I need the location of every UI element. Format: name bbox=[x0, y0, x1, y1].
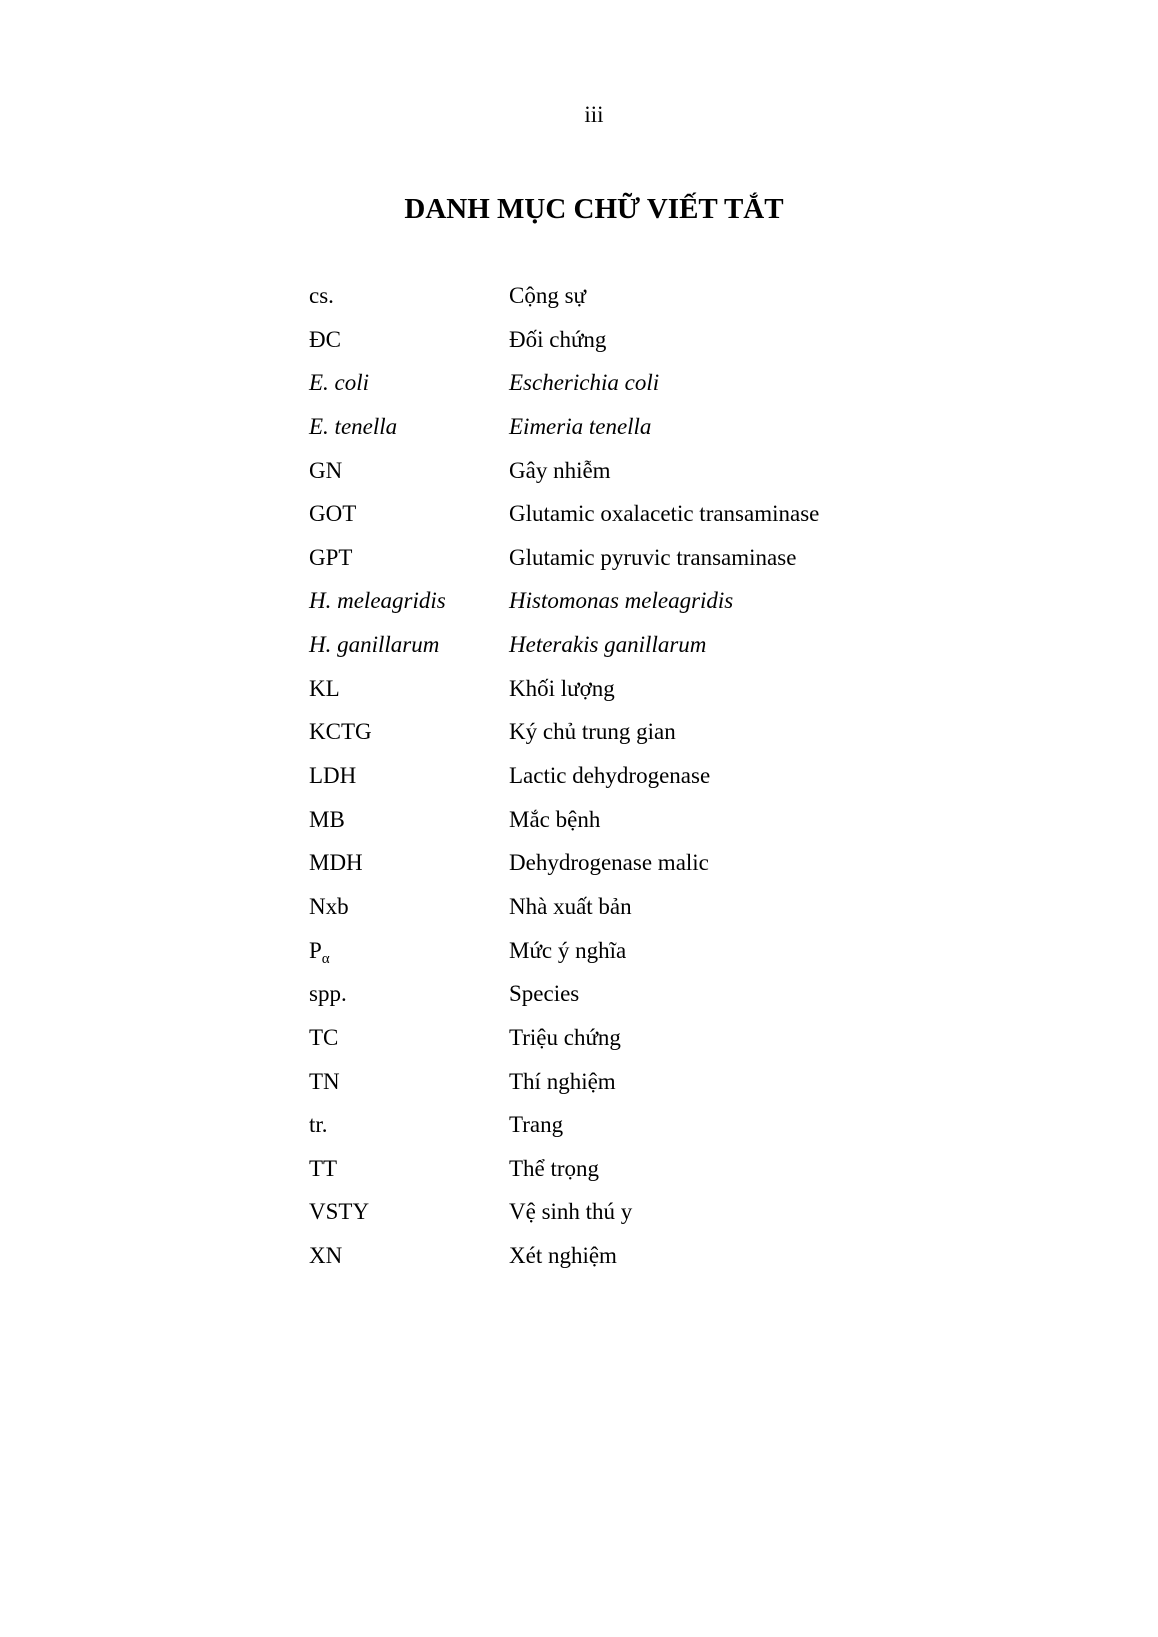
abbreviation-meaning: Xét nghiệm bbox=[509, 1243, 617, 1269]
abbreviation-term: MB bbox=[309, 806, 345, 832]
abbreviation-row bbox=[309, 282, 929, 326]
abbreviation-row bbox=[309, 369, 929, 413]
abbreviation-term: TT bbox=[309, 1155, 338, 1181]
abbreviation-meaning: Thể trọng bbox=[509, 1155, 600, 1181]
abbreviation-row bbox=[309, 457, 929, 501]
page-title: DANH MỤC CHỮ VIẾT TẮT bbox=[404, 193, 784, 225]
abbreviation-term: XN bbox=[309, 1243, 343, 1269]
abbreviation-meaning: Mức ý nghĩa bbox=[509, 937, 627, 963]
abbreviation-meaning: Glutamic oxalacetic transaminase bbox=[509, 501, 820, 527]
abbreviation-row bbox=[309, 718, 929, 762]
abbreviation-meaning: Thí nghiệm bbox=[509, 1068, 616, 1094]
abbreviation-row bbox=[309, 893, 929, 937]
abbreviation-row bbox=[309, 326, 929, 370]
abbreviation-term: $P_\alpha$ bbox=[309, 937, 330, 967]
abbreviation-meaning: Vệ sinh thú y bbox=[509, 1199, 633, 1225]
abbreviation-meaning: Cộng sự bbox=[509, 283, 587, 308]
abbreviation-row bbox=[309, 1198, 929, 1242]
abbreviation-meaning: Nhà xuất bản bbox=[509, 893, 632, 919]
abbreviation-meaning: Eimeria tenella bbox=[509, 413, 652, 439]
abbreviation-term: MDH bbox=[309, 850, 363, 876]
abbreviation-term: E. tenella bbox=[309, 413, 398, 439]
abbreviation-term: H. ganillarum bbox=[309, 632, 440, 658]
abbreviation-list bbox=[309, 282, 929, 1286]
abbreviation-subscript: α bbox=[321, 950, 330, 967]
abbreviation-row bbox=[309, 631, 929, 675]
abbreviation-term: GPT bbox=[309, 544, 353, 570]
abbreviation-row bbox=[309, 849, 929, 893]
abbreviation-term: TN bbox=[309, 1068, 340, 1094]
abbreviation-term: tr. bbox=[309, 1112, 328, 1138]
abbreviation-meaning: Ký chủ trung gian bbox=[509, 719, 676, 745]
abbreviation-row bbox=[309, 1068, 929, 1112]
abbreviation-meaning: Khối lượng bbox=[509, 675, 615, 701]
abbreviation-row bbox=[309, 806, 929, 850]
abbreviation-row bbox=[309, 980, 929, 1024]
page-number: iii bbox=[584, 102, 604, 127]
abbreviation-row bbox=[309, 1024, 929, 1068]
abbreviation-row bbox=[309, 1242, 929, 1286]
abbreviation-term: KL bbox=[309, 675, 340, 701]
abbreviation-meaning: Mắc bệnh bbox=[509, 806, 601, 832]
abbreviation-meaning: Glutamic pyruvic transaminase bbox=[509, 544, 797, 570]
abbreviation-meaning: Dehydrogenase malic bbox=[509, 850, 709, 876]
abbreviation-term: KCTG bbox=[309, 719, 372, 745]
abbreviation-meaning: Species bbox=[509, 981, 580, 1007]
abbreviation-row bbox=[309, 675, 929, 719]
abbreviation-meaning: Histomonas meleagridis bbox=[509, 588, 734, 614]
abbreviation-meaning: Đối chứng bbox=[509, 326, 607, 352]
abbreviation-meaning: Escherichia coli bbox=[509, 370, 660, 396]
abbreviation-term: cs. bbox=[309, 283, 334, 308]
abbreviation-row bbox=[309, 1111, 929, 1155]
abbreviation-term: E. coli bbox=[309, 370, 370, 396]
abbreviation-term: VSTY bbox=[309, 1199, 370, 1225]
abbreviation-row bbox=[309, 587, 929, 631]
abbreviation-meaning: Gây nhiễm bbox=[509, 457, 611, 483]
abbreviation-term: GN bbox=[309, 457, 343, 483]
abbreviation-term: spp. bbox=[309, 981, 347, 1007]
abbreviation-meaning: Heterakis ganillarum bbox=[509, 632, 707, 658]
abbreviation-row bbox=[309, 544, 929, 588]
abbreviation-term: GOT bbox=[309, 501, 357, 527]
abbreviation-meaning: Triệu chứng bbox=[509, 1024, 621, 1050]
abbreviation-term: LDH bbox=[309, 763, 357, 789]
abbreviation-row bbox=[309, 1155, 929, 1199]
abbreviation-term: H. meleagridis bbox=[309, 588, 446, 614]
abbreviation-row bbox=[309, 413, 929, 457]
abbreviation-row bbox=[309, 500, 929, 544]
abbreviation-meaning: Trang bbox=[509, 1112, 564, 1138]
abbreviation-term: TC bbox=[309, 1024, 339, 1050]
abbreviation-row bbox=[309, 937, 929, 981]
abbreviation-term: ĐC bbox=[309, 326, 341, 352]
abbreviation-term: Nxb bbox=[309, 893, 349, 919]
abbreviation-row bbox=[309, 762, 929, 806]
abbreviation-meaning: Lactic dehydrogenase bbox=[509, 763, 711, 789]
